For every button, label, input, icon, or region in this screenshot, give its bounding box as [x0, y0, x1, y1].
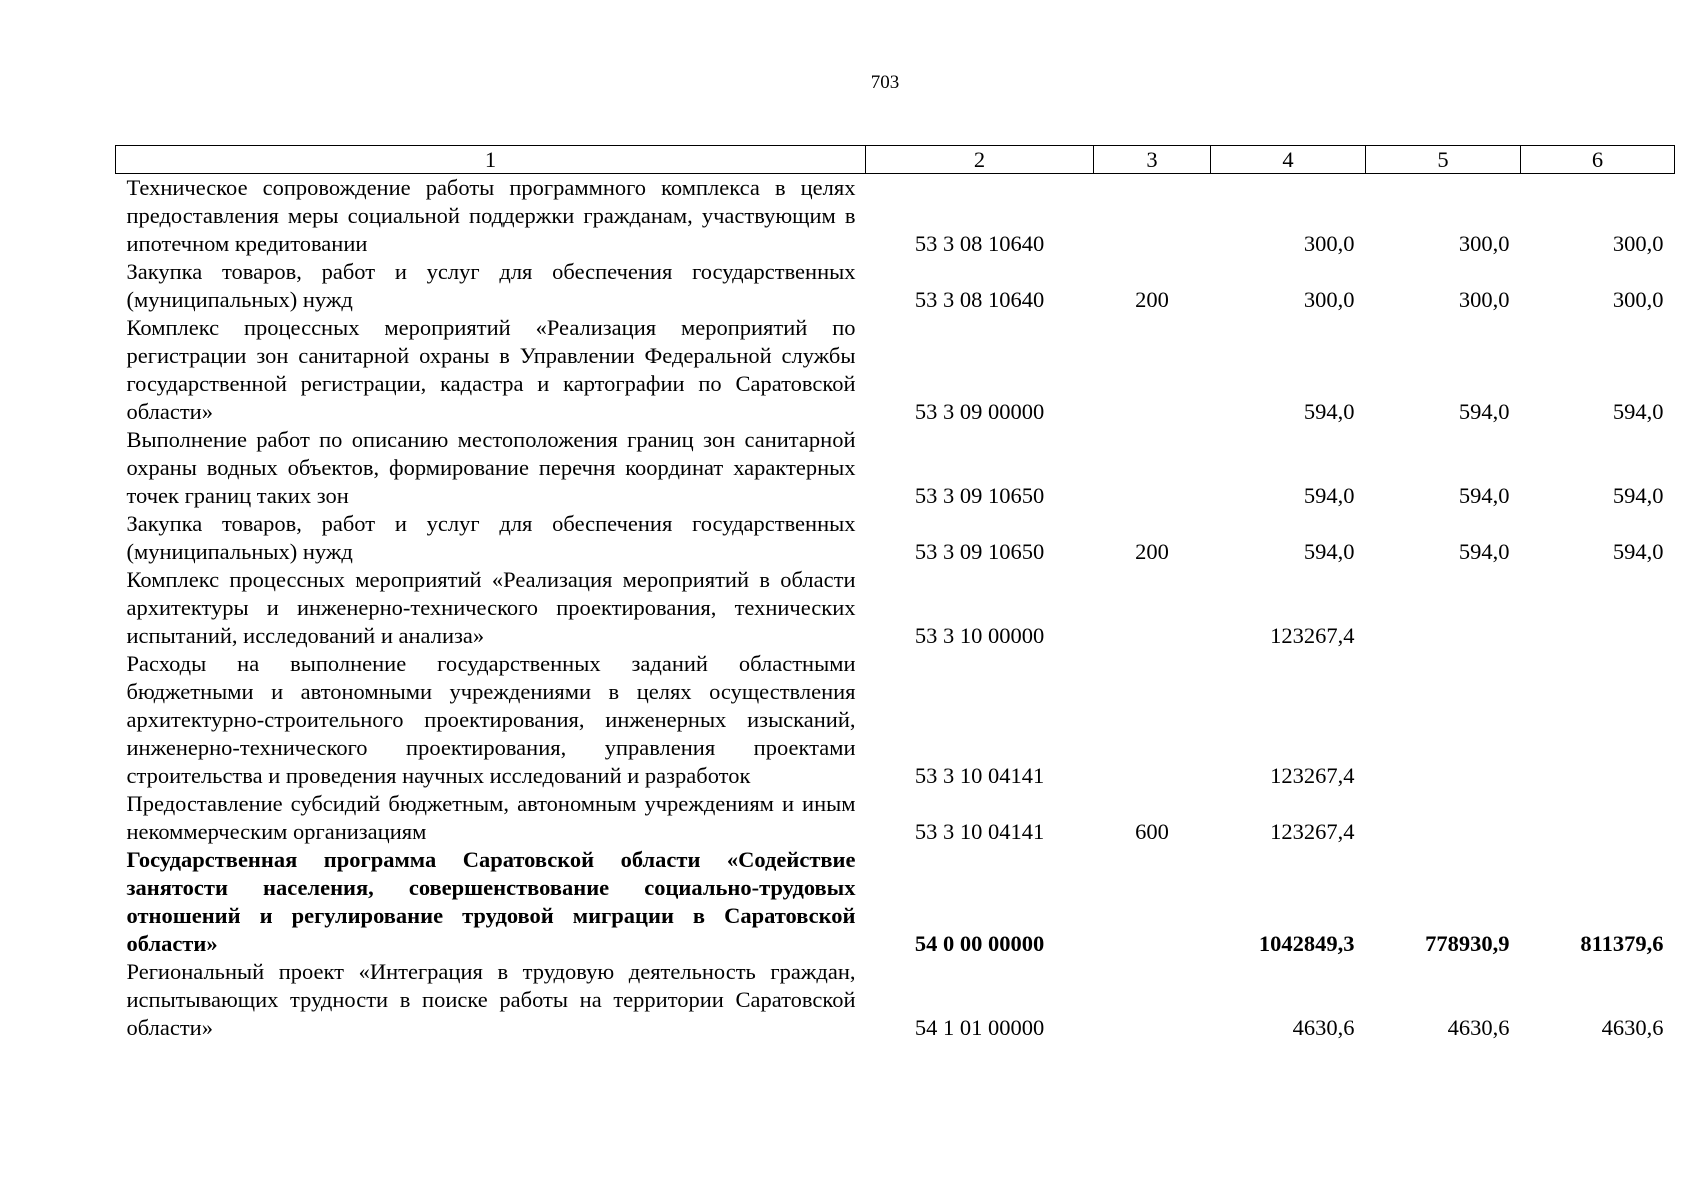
- row-value-col-5: 594,0: [1458, 539, 1510, 564]
- header-col-1: 1: [116, 146, 866, 174]
- row-name: Техническое сопровождение работы программного комплекса в целях предоставления меры социальной поддержки гражданам, участвующим в ипотечном кредитовании: [126, 175, 856, 256]
- row-value-col-5: 4630,6: [1447, 1015, 1510, 1040]
- row-value-col-4: 123267,4: [1270, 623, 1355, 648]
- table-row: [116, 174, 1675, 259]
- row-code: 54 1 01 00000: [914, 1015, 1045, 1040]
- row-value-col-4: 4630,6: [1292, 1015, 1355, 1040]
- row-value-col-5: [1366, 566, 1521, 650]
- row-value-col-6: 811379,6: [1580, 931, 1664, 956]
- row-value-col-4: 300,0: [1303, 231, 1355, 256]
- row-value-col-5: [1366, 790, 1521, 846]
- header-col-3: 3: [1094, 146, 1211, 174]
- row-name: Расходы на выполнение государственных заданий областными бюджетными и автономными учреждениями в целях осуществления архитектурно-строительного проектирования, инженерных изысканий, инженерно-технического проектирования, управления проектами строительства и проведения научных исследований и разработок: [126, 651, 856, 788]
- row-name: Комплекс процессных мероприятий «Реализация мероприятий по регистрации зон санитарной охраны в Управлении Федеральной службы государственной регистрации, кадастра и картографии по Саратовской области»: [126, 315, 856, 424]
- table-row: [116, 650, 1675, 790]
- row-value-col-6: [1521, 790, 1675, 846]
- row-code: 53 3 10 04141: [914, 819, 1045, 844]
- table-body: [116, 174, 1675, 1043]
- row-value-col-5: 594,0: [1458, 483, 1510, 508]
- row-value-col-4: 123267,4: [1270, 763, 1355, 788]
- table-row: [116, 426, 1675, 510]
- row-expense-type: [1094, 958, 1211, 1042]
- row-expense-type: [1094, 846, 1211, 958]
- row-value-col-5: 300,0: [1458, 231, 1510, 256]
- row-value-col-4: 123267,4: [1270, 819, 1355, 844]
- row-value-col-6: 4630,6: [1601, 1015, 1664, 1040]
- row-name: Предоставление субсидий бюджетным, автономным учреждениям и иным некоммерческим организациям: [126, 791, 856, 844]
- row-name: Региональный проект «Интеграция в трудовую деятельность граждан, испытывающих трудности в поиске работы на территории Саратовской области»: [126, 959, 856, 1040]
- row-value-col-5: [1366, 650, 1521, 790]
- table-row: [116, 314, 1675, 426]
- row-expense-type: [1094, 174, 1211, 259]
- row-code: 53 3 10 00000: [914, 623, 1045, 648]
- row-value-col-5: 778930,9: [1425, 931, 1510, 956]
- row-expense-type: 200: [1135, 539, 1169, 564]
- row-value-col-6: 594,0: [1612, 399, 1664, 424]
- table-row: [116, 566, 1675, 650]
- row-code: 53 3 08 10640: [914, 231, 1045, 256]
- row-value-col-4: 594,0: [1303, 483, 1355, 508]
- row-expense-type: [1094, 566, 1211, 650]
- row-name: Комплекс процессных мероприятий «Реализация мероприятий в области архитектуры и инженерно-технического проектирования, технических испытаний, исследований и анализа»: [126, 567, 856, 648]
- row-code: 53 3 09 10650: [914, 539, 1045, 564]
- page-number: 703: [870, 72, 900, 93]
- row-value-col-6: 594,0: [1612, 483, 1664, 508]
- row-expense-type: [1094, 314, 1211, 426]
- table-row: [116, 510, 1675, 566]
- row-expense-type: 200: [1135, 287, 1169, 312]
- row-code: 53 3 08 10640: [914, 287, 1045, 312]
- row-value-col-4: 300,0: [1303, 287, 1355, 312]
- row-value-col-4: 1042849,3: [1258, 931, 1355, 956]
- row-code: 54 0 00 00000: [914, 931, 1045, 956]
- table-header: [116, 146, 1675, 174]
- row-code: 53 3 09 00000: [914, 399, 1045, 424]
- row-expense-type: 600: [1135, 819, 1169, 844]
- row-name: Закупка товаров, работ и услуг для обеспечения государственных (муниципальных) нужд: [126, 511, 856, 564]
- row-value-col-6: [1521, 650, 1675, 790]
- row-name: Государственная программа Саратовской области «Содействие занятости населения, совершенствование социально-трудовых отношений и регулирование трудовой миграции в Саратовской области»: [126, 847, 856, 956]
- table-row: [116, 790, 1675, 846]
- header-col-4: 4: [1211, 146, 1366, 174]
- table-row: [116, 258, 1675, 314]
- table-row: [116, 846, 1675, 958]
- header-col-5: 5: [1366, 146, 1521, 174]
- row-expense-type: [1094, 650, 1211, 790]
- header-col-6: 6: [1521, 146, 1675, 174]
- row-value-col-6: 300,0: [1612, 287, 1664, 312]
- row-name: Закупка товаров, работ и услуг для обеспечения государственных (муниципальных) нужд: [126, 259, 856, 312]
- row-expense-type: [1094, 426, 1211, 510]
- table-row: [116, 958, 1675, 1042]
- row-value-col-5: 594,0: [1458, 399, 1510, 424]
- row-value-col-4: 594,0: [1303, 399, 1355, 424]
- header-col-2: 2: [866, 146, 1094, 174]
- row-value-col-6: 300,0: [1612, 231, 1664, 256]
- row-value-col-6: 594,0: [1612, 539, 1664, 564]
- row-value-col-6: [1521, 566, 1675, 650]
- budget-table: [115, 145, 1675, 1042]
- row-value-col-4: 594,0: [1303, 539, 1355, 564]
- header-row: [116, 146, 1675, 174]
- row-code: 53 3 09 10650: [914, 483, 1045, 508]
- row-code: 53 3 10 04141: [914, 763, 1045, 788]
- row-name: Выполнение работ по описанию местоположения границ зон санитарной охраны водных объектов, формирование перечня координат характерных точек границ таких зон: [126, 427, 856, 508]
- row-value-col-5: 300,0: [1458, 287, 1510, 312]
